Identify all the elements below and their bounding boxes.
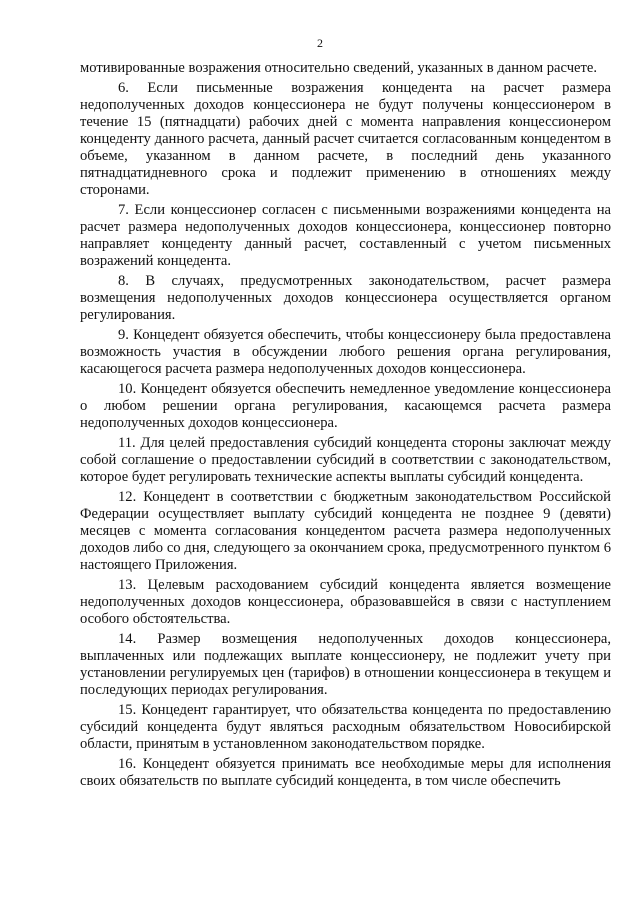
paragraph-6: 6. Если письменные возражения концедента на расчет размера недополученных доходов концессионера не будут получены концессионером в течение 15 (пятнадцати) рабочих дней с момента направления концессионером концеденту данного расчета, данный расчет считается согласованным концедентом в объеме, указанном в данном расчете, в последний день указанного пятнадцатидневного срока и подлежит применению в отношениях между сторонами. [80, 80, 611, 198]
paragraph-13: 13. Целевым расходованием субсидий концедента является возмещение недополученных доходов концессионера, образовавшейся в связи с наступлением особого обстоятельства. [80, 577, 611, 627]
document-body [80, 60, 611, 793]
page-number: 2 [317, 36, 323, 50]
paragraph-7: 7. Если концессионер согласен с письменными возражениями концедента на расчет размера недополученных доходов концессионера, концессионер повторно направляет концеденту данный расчет, составленный с учетом письменных возражений концедента. [80, 202, 611, 269]
paragraph-15: 15. Концедент гарантирует, что обязательства концедента по предоставлению субсидий концедента будут являться расходным обязательством Новосибирской области, принятым в установленном законодательством порядке. [80, 702, 611, 752]
paragraph-continuation: мотивированные возражения относительно сведений, указанных в данном расчете. [80, 60, 598, 76]
paragraph-16: 16. Концедент обязуется принимать все необходимые меры для исполнения своих обязательств по выплате субсидий концедента, в том числе обеспечить [80, 756, 611, 789]
paragraph-11: 11. Для целей предоставления субсидий концедента стороны заключат между собой соглашение о предоставлении субсидий в соответствии с законодательством, которое будет регулировать технические аспекты выплаты субсидий концедента. [80, 435, 611, 485]
paragraph-14: 14. Размер возмещения недополученных доходов концессионера, выплаченных или подлежащих выплате концессионеру, не подлежит учету при установлении регулируемых цен (тарифов) в отношении концессионера в текущем и последующих периодах регулирования. [80, 631, 611, 698]
paragraph-8: 8. В случаях, предусмотренных законодательством, расчет размера возмещения недополученных доходов концессионера осуществляется органом регулирования. [80, 273, 611, 323]
paragraph-10: 10. Концедент обязуется обеспечить немедленное уведомление концессионера о любом решении органа регулирования, касающемся расчета размера недополученных доходов концессионера. [80, 381, 611, 431]
paragraph-12: 12. Концедент в соответствии с бюджетным законодательством Российской Федерации осуществляет выплату субсидий концедента не позднее 9 (девяти) месяцев с момента согласования концедентом расчета размера недополученных доходов либо со дня, следующего за окончанием срока, предусмотренного пунктом 6 настоящего Приложения. [80, 489, 611, 573]
paragraph-9: 9. Концедент обязуется обеспечить, чтобы концессионеру была предоставлена возможность участия в обсуждении любого решения органа регулирования, касающегося расчета размера недополученных доходов концессионера. [80, 327, 611, 377]
